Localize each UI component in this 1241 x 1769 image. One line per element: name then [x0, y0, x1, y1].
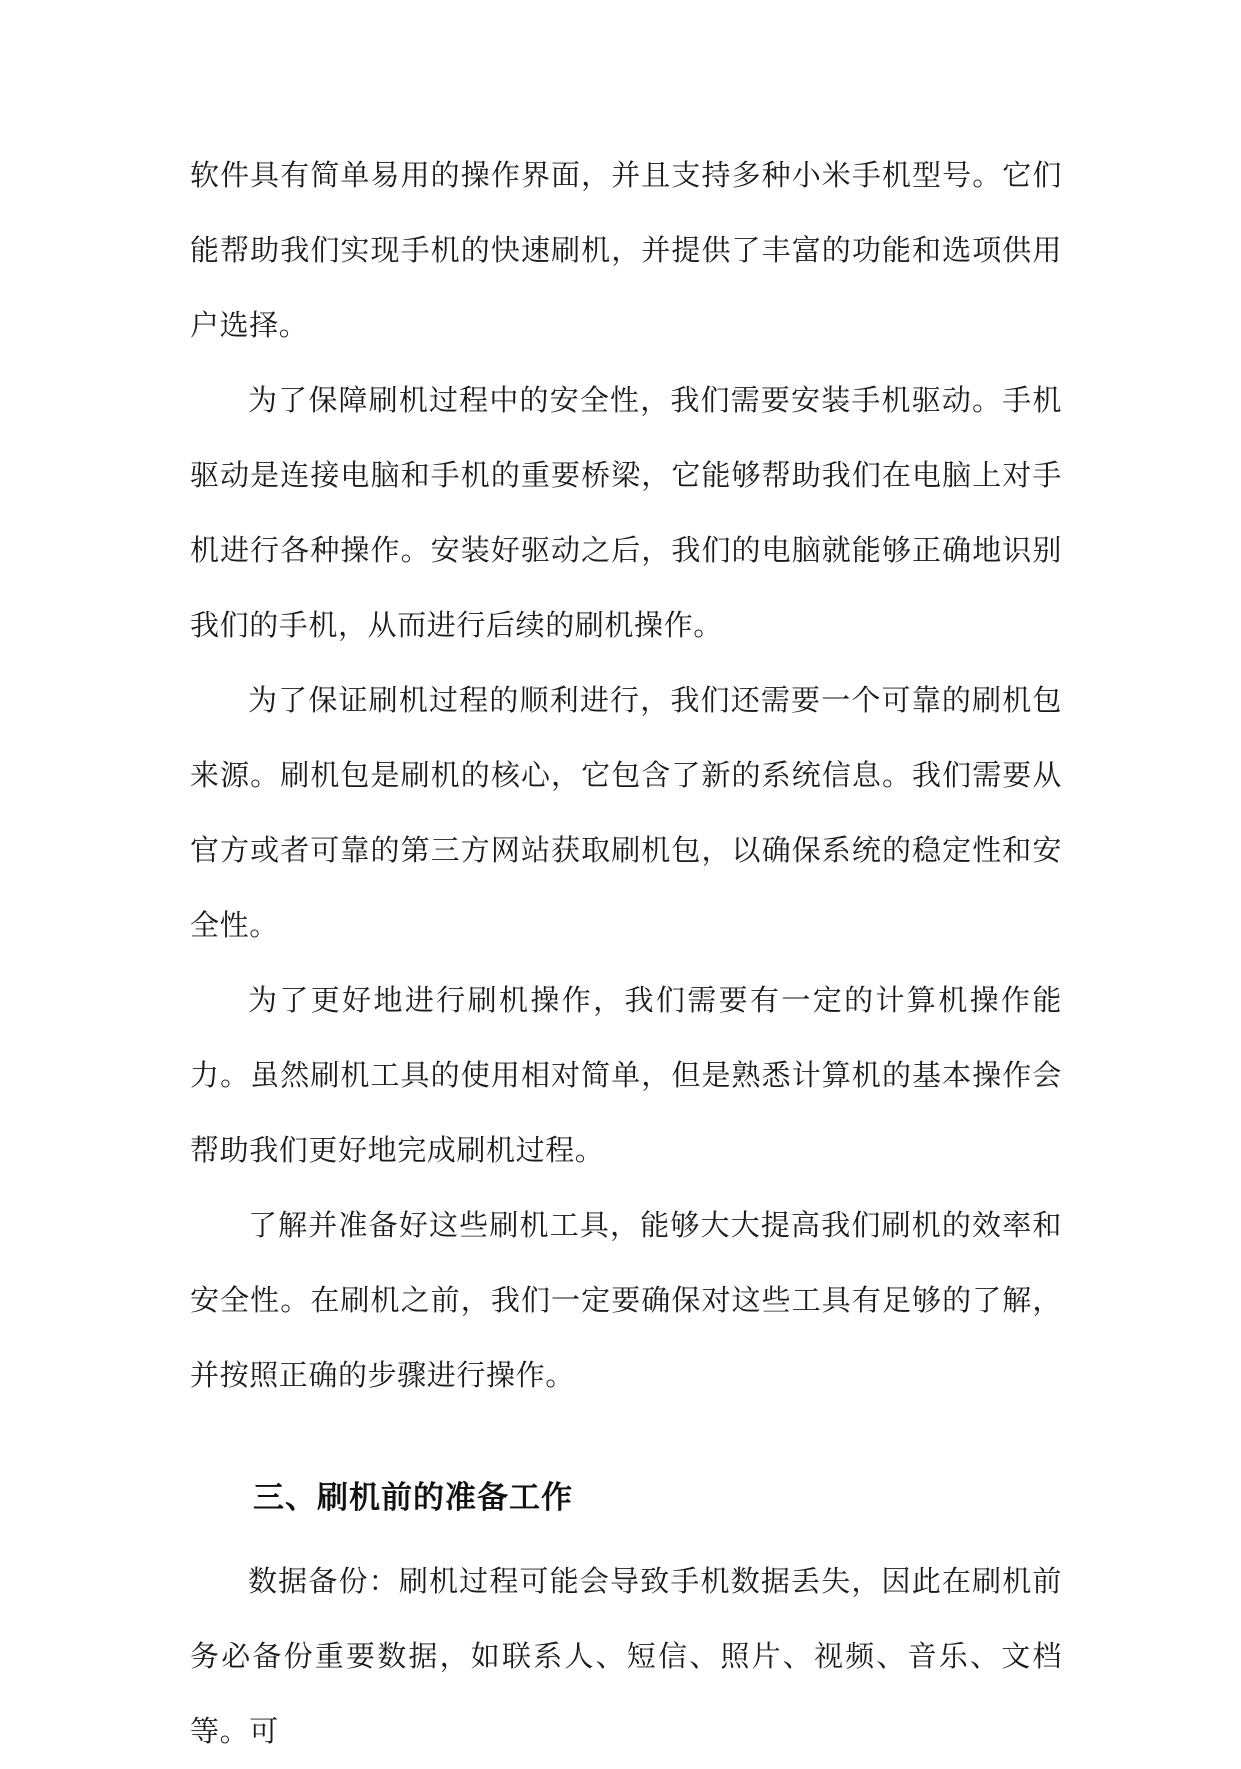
document-body [190, 138, 1062, 1769]
paragraph-summary: 了解并准备好这些刷机工具，能够大大提高我们刷机的效率和安全性。在刷机之前，我们一定要确保对这些工具有足够的了解，并按照正确的步骤进行操作。 [190, 1208, 1062, 1392]
paragraph-rom-source: 为了保证刷机过程的顺利进行，我们还需要一个可靠的刷机包来源。刷机包是刷机的核心，它包含了新的系统信息。我们需要从官方或者可靠的第三方网站获取刷机包，以确保系统的稳定性和安全性。 [190, 683, 1062, 942]
paragraph-driver: 为了保障刷机过程中的安全性，我们需要安装手机驱动。手机驱动是连接电脑和手机的重要桥梁，它能够帮助我们在电脑上对手机进行各种操作。安装好驱动之后，我们的电脑就能够正确地识别我们的手机，从而进行后续的刷机操作。 [190, 383, 1062, 642]
paragraph-computer-skills: 为了更好地进行刷机操作，我们需要有一定的计算机操作能力。虽然刷机工具的使用相对简单，但是熟悉计算机的基本操作会帮助我们更好地完成刷机过程。 [190, 983, 1062, 1167]
section-heading: 三、刷机前的准备工作 [253, 1480, 573, 1516]
paragraph-data-backup: 数据备份：刷机过程可能会导致手机数据丢失，因此在刷机前务必备份重要数据，如联系人、短信、照片、视频、音乐、文档等。可 [190, 1564, 1062, 1748]
paragraph-continued: 软件具有简单易用的操作界面，并且支持多种小米手机型号。它们能帮助我们实现手机的快速刷机，并提供了丰富的功能和选项供用户选择。 [190, 158, 1062, 342]
